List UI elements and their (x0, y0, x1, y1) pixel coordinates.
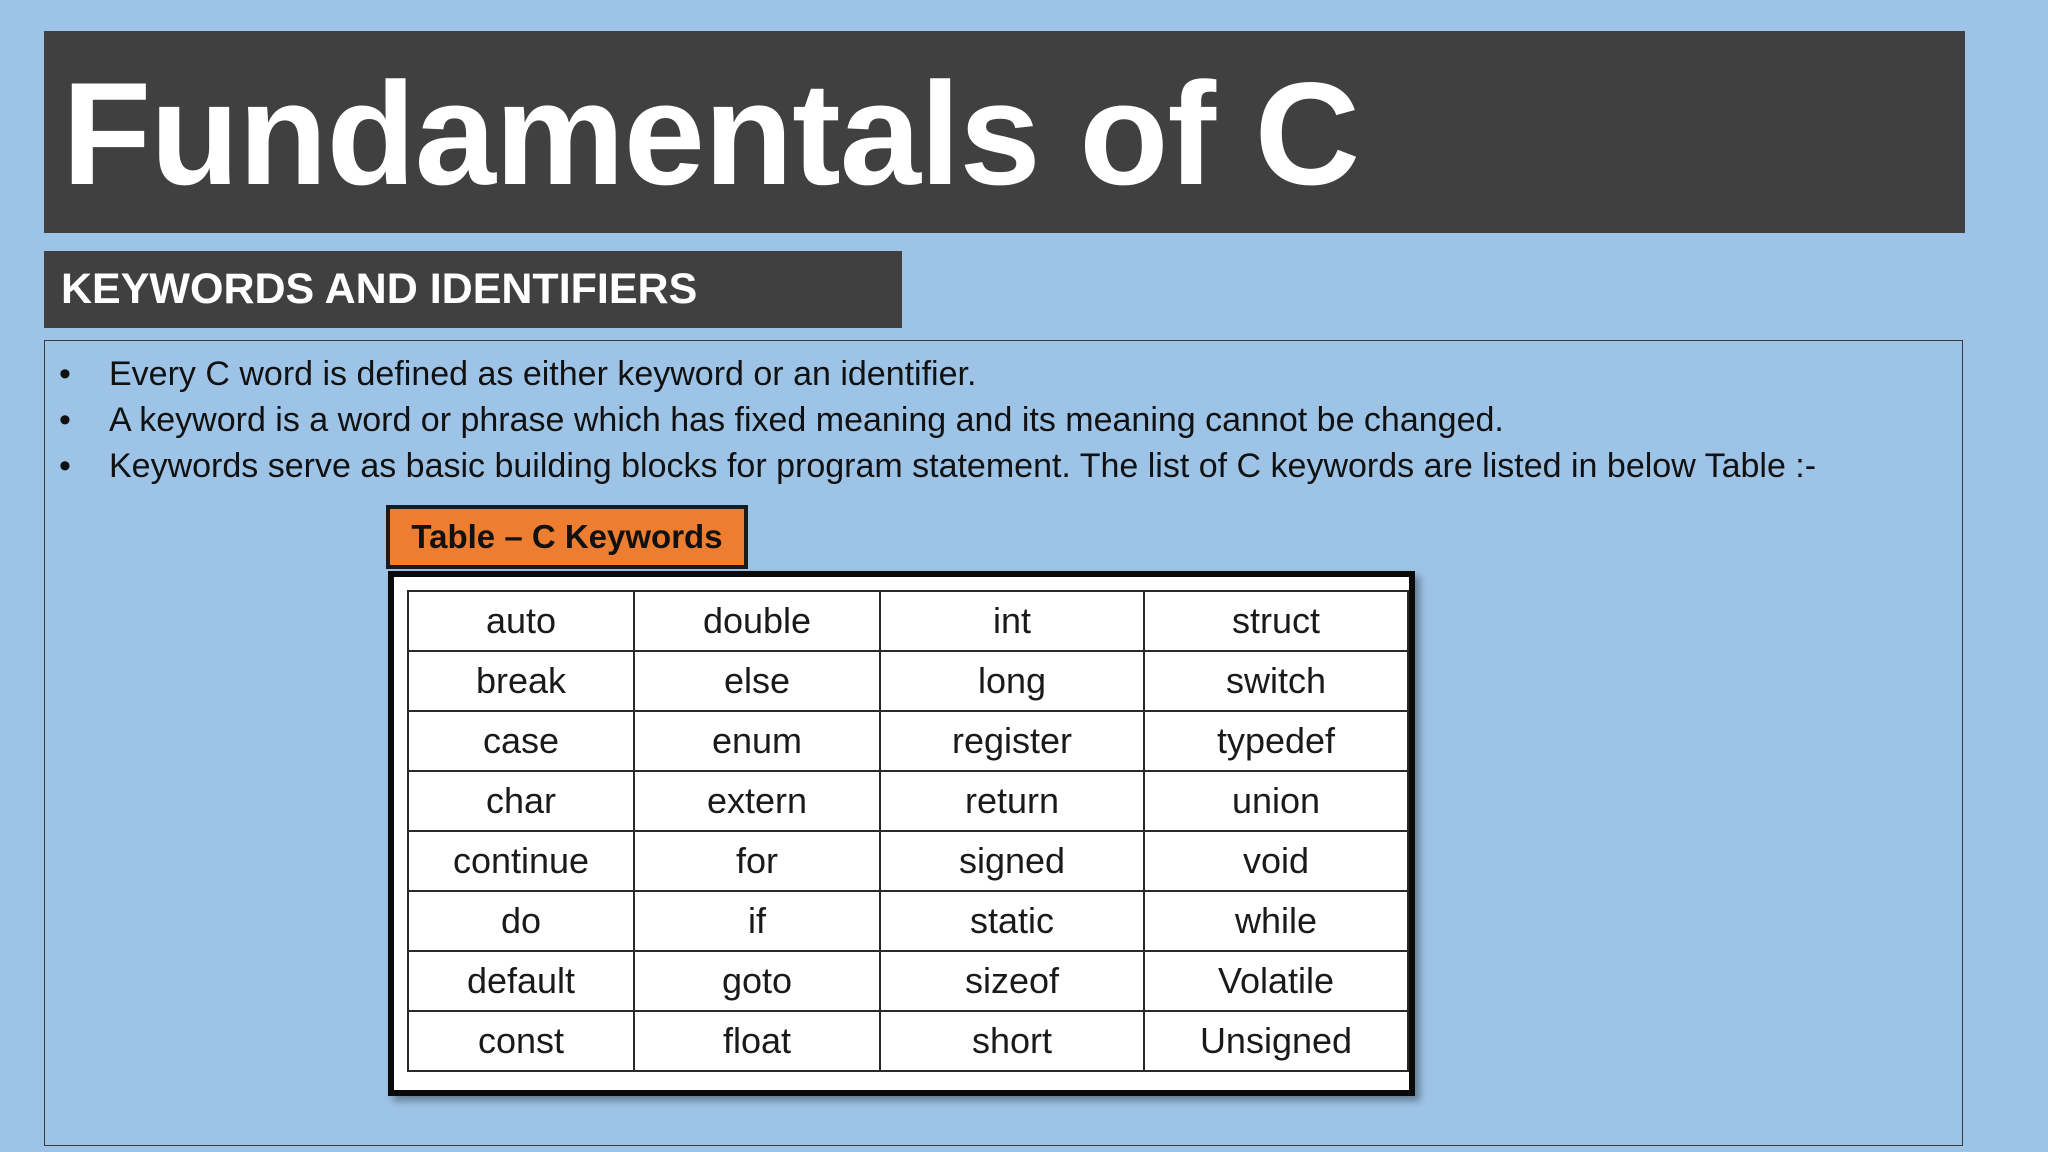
bullet-item (59, 443, 1816, 489)
table-cell: extern (634, 771, 880, 831)
table-cell: return (880, 771, 1144, 831)
table-row (408, 831, 1408, 891)
bullet-list (59, 351, 1816, 489)
table-row (408, 771, 1408, 831)
table-cell: int (880, 591, 1144, 651)
table-cell: long (880, 651, 1144, 711)
table-cell: else (634, 651, 880, 711)
table-cell: typedef (1144, 711, 1408, 771)
bullet-text: A keyword is a word or phrase which has fixed meaning and its meaning cannot be changed. (109, 401, 1504, 439)
table-row (408, 651, 1408, 711)
table-cell: goto (634, 951, 880, 1011)
bullet-text: Keywords serve as basic building blocks for program statement. The list of C keywords are listed in below Table :- (109, 447, 1817, 485)
table-cell: sizeof (880, 951, 1144, 1011)
bullet-dot-icon: • (59, 401, 71, 439)
table-cell: enum (634, 711, 880, 771)
bullet-dot-icon: • (59, 355, 71, 393)
table-cell: char (408, 771, 634, 831)
table-cell: default (408, 951, 634, 1011)
table-cell: if (634, 891, 880, 951)
slide-subtitle: KEYWORDS AND IDENTIFIERS (61, 265, 698, 313)
table-cell: switch (1144, 651, 1408, 711)
table-caption: Table – C Keywords (386, 505, 748, 569)
table-cell: static (880, 891, 1144, 951)
table-cell: while (1144, 891, 1408, 951)
table-cell: continue (408, 831, 634, 891)
table-cell: const (408, 1011, 634, 1071)
table-cell: break (408, 651, 634, 711)
bullet-text: Every C word is defined as either keyword or an identifier. (109, 355, 977, 393)
table-cell: struct (1144, 591, 1408, 651)
table-cell: Volatile (1144, 951, 1408, 1011)
table-cell: auto (408, 591, 634, 651)
table-cell: signed (880, 831, 1144, 891)
bullet-dot-icon: • (59, 447, 71, 485)
table-cell: Unsigned (1144, 1011, 1408, 1071)
table-cell: do (408, 891, 634, 951)
title-banner (44, 31, 1965, 233)
table-row (408, 951, 1408, 1011)
table-cell: register (880, 711, 1144, 771)
table-cell: union (1144, 771, 1408, 831)
table-cell: float (634, 1011, 880, 1071)
table-cell: void (1144, 831, 1408, 891)
keywords-table-frame (388, 571, 1415, 1096)
table-cell: double (634, 591, 880, 651)
table-row (408, 711, 1408, 771)
table-row (408, 1011, 1408, 1071)
slide-title: Fundamentals of C (62, 52, 1360, 215)
table-cell: for (634, 831, 880, 891)
bullet-item (59, 351, 1816, 397)
bullet-item (59, 397, 1816, 443)
keywords-table (407, 590, 1409, 1072)
table-cell: short (880, 1011, 1144, 1071)
table-row (408, 591, 1408, 651)
table-row (408, 891, 1408, 951)
subtitle-banner (44, 251, 902, 328)
table-cell: case (408, 711, 634, 771)
